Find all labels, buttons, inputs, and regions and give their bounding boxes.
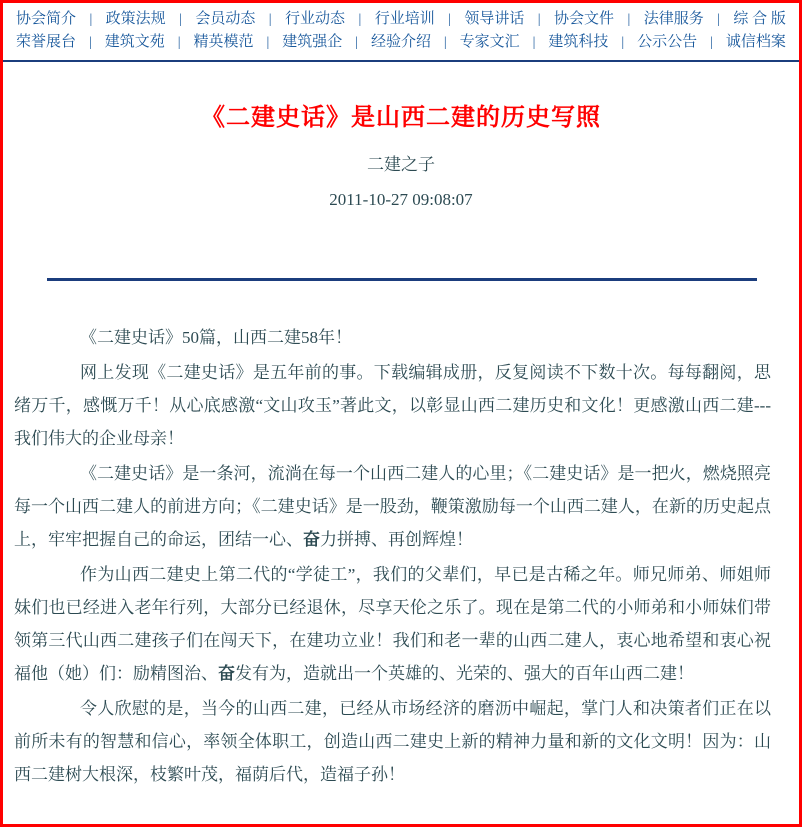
nav-link[interactable]: 荣誉展台 [16, 34, 77, 50]
nav-row-1 [16, 9, 786, 30]
article-paragraph [14, 457, 771, 556]
nav-link[interactable]: 行业培训 [374, 11, 435, 27]
nav-link[interactable]: 综 合 版 [733, 11, 786, 27]
nav-link[interactable]: 公示公告 [637, 34, 698, 50]
paragraph-text-bold: 奋 [218, 664, 235, 683]
nav-link[interactable]: 精英模范 [193, 34, 254, 50]
nav-link[interactable]: 建筑科技 [548, 34, 609, 50]
nav-link[interactable]: 协会文件 [554, 11, 615, 27]
nav-separator: | [627, 12, 631, 27]
article-paragraph [14, 692, 771, 791]
nav-link[interactable]: 协会简介 [16, 11, 77, 27]
content-divider [47, 278, 757, 281]
top-navigation [3, 3, 799, 62]
nav-separator: | [268, 12, 272, 27]
nav-separator: | [717, 12, 720, 27]
nav-separator: | [537, 12, 541, 27]
article-paragraph [14, 321, 771, 354]
nav-separator: | [710, 35, 713, 50]
nav-separator: | [358, 12, 362, 27]
paragraph-text: 网上发现《二建史话》是五年前的事。下载编辑成册，反复阅读不下数十次。每每翻阅，思绪万千，感慨万千！从心底感激“文山攻玉”著此文，以彰显山西二建历史和文化！更感激山西二建---我们伟大的企业母亲！ [14, 363, 771, 448]
nav-link[interactable]: 经验介绍 [370, 34, 431, 50]
paragraph-text: 令人欣慰的是，当今的山西二建，已经从市场经济的磨沥中崛起，掌门人和决策者们正在以前所未有的智慧和信心，率领全体职工，创造山西二建史上新的精神力量和新的文化文明！因为：山西二建树大根深，枝繁叶茂，福荫后代，造福子孙！ [14, 699, 771, 784]
nav-link[interactable]: 建筑强企 [282, 34, 343, 50]
nav-link[interactable]: 政策法规 [105, 11, 166, 27]
article-body [14, 321, 771, 791]
nav-separator: | [532, 35, 536, 50]
article-date: 2011-10-27 09:08:07 [329, 190, 473, 209]
nav-separator: | [448, 12, 451, 27]
article-author: 二建之子 [367, 155, 435, 174]
paragraph-text: 《二建史话》50篇，山西二建58年！ [80, 328, 352, 347]
nav-link[interactable]: 建筑文苑 [104, 34, 165, 50]
paragraph-text: 力拼搏、再创辉煌！ [320, 530, 473, 549]
nav-row-2 [16, 32, 786, 53]
paragraph-text: 《二建史话》是一条河，流淌在每一个山西二建人的心里；《二建史话》是一把火，燃烧照亮每一个山西二建人的前进方向；《二建史话》是一股劲，鞭策激励每一个山西二建人，在新的历史起点上，牢牢把握自己的命运，团结一心、 [14, 464, 771, 549]
nav-link[interactable]: 会员动态 [195, 11, 256, 27]
article-paragraph [14, 356, 771, 455]
nav-separator: | [266, 35, 270, 50]
nav-link[interactable]: 诚信档案 [725, 34, 786, 50]
paragraph-text: 作为山西二建史上第二代的“学徒工”，我们的父辈们，早已是古稀之年。师兄师弟、师姐师妹们也已经进入老年行列，大部分已经退休，尽享天伦之乐了。现在是第二代的小师弟和小师妹们带领第三代山西二建孩子们在闯天下，在建功立业！我们和老一辈的山西二建人，衷心地希望和衷心祝福他（她）们：励精图治、 [14, 565, 771, 683]
nav-separator: | [355, 35, 358, 50]
nav-link[interactable]: 行业动态 [285, 11, 346, 27]
nav-separator: | [89, 12, 93, 27]
nav-separator: | [621, 35, 625, 50]
nav-link[interactable]: 法律服务 [643, 11, 704, 27]
article-paragraph [14, 558, 771, 690]
nav-link[interactable]: 领导讲话 [464, 11, 525, 27]
nav-separator: | [177, 35, 181, 50]
nav-separator: | [443, 35, 447, 50]
nav-separator: | [88, 35, 92, 50]
nav-separator: | [179, 12, 182, 27]
nav-link[interactable]: 专家文汇 [459, 34, 520, 50]
article-title: 《二建史话》是山西二建的历史写照 [201, 103, 601, 131]
paragraph-text-bold: 奋 [303, 530, 320, 549]
paragraph-text: 发有为，造就出一个英雄的、光荣的、强大的百年山西二建！ [235, 664, 694, 683]
